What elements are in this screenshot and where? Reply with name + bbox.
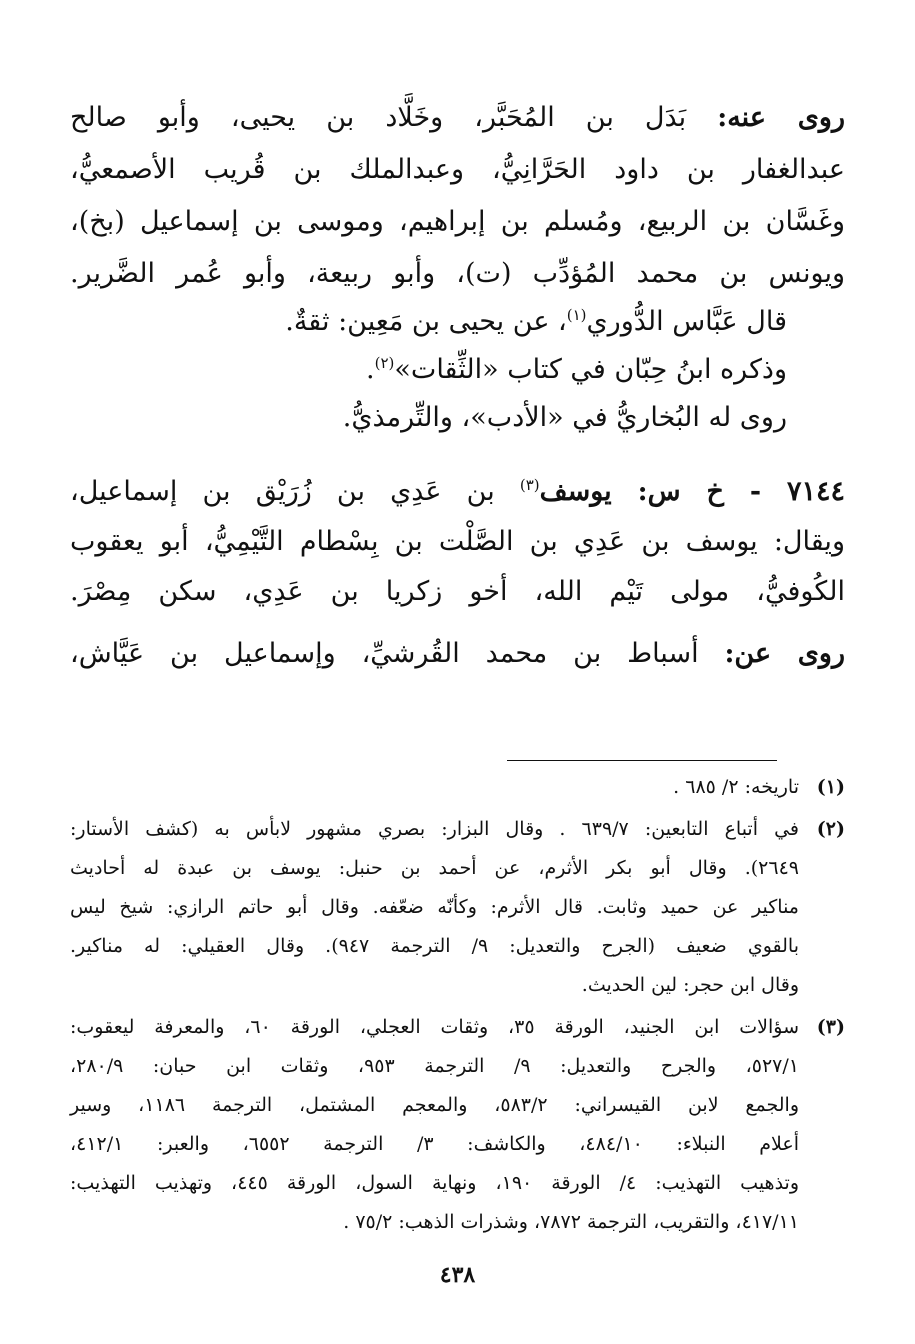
main-line: روى له البُخاريُّ في «الأدب»، والتِّرمذيُّ. bbox=[342, 402, 787, 433]
footnote-line: مناكير عن حميد وثابت. قال الأثرم: وكأنّه ضعّفه. وقال أبو حاتم الرازي: شيخ ليس bbox=[70, 896, 799, 918]
footnote-ref: (٣) bbox=[519, 476, 540, 494]
entry-lead: روى عنه: bbox=[717, 102, 845, 133]
main-line: روى عن: أسباط بن محمد القُرشيِّ، وإسماعيل بن عَيَّاش، bbox=[70, 638, 845, 669]
main-line: ويونس بن محمد المُؤدِّب (ت)، وأبو ربيعة، وأبو عُمر الضَّرير. bbox=[70, 258, 845, 289]
footnote-mark: (١) bbox=[816, 776, 845, 798]
footnote-ref: (١) bbox=[566, 306, 587, 324]
footnote-line: (٢)في أتباع التابعين: ٦٣٩/٧ . وقال البزار: بصري مشهور لابأس به (كشف الأستار: bbox=[70, 814, 845, 844]
page-number: ٤٣٨ bbox=[439, 1262, 476, 1288]
footnote-line: (٣)سؤالات ابن الجنيد، الورقة ٣٥، وثقات العجلي، الورقة ٦٠، والمعرفة ليعقوب: bbox=[70, 1012, 845, 1042]
entry-lead: روى عن: bbox=[724, 638, 845, 669]
footnote-line: وتذهيب التهذيب: ٤/ الورقة ١٩٠، ونهاية السول، الورقة ٤٤٥، وتهذيب التهذيب: bbox=[70, 1172, 800, 1194]
footnote-mark: (٣) bbox=[816, 1016, 845, 1038]
footnote-divider bbox=[507, 760, 777, 761]
footnote-line: ٥٢٧/١، والجرح والتعديل: ٩/ الترجمة ٩٥٣، وثقات ابن حبان: ٢٨٠/٩، bbox=[70, 1055, 799, 1077]
footnote-ref: (٢) bbox=[374, 354, 395, 372]
footnote-line: ٤١٧/١١، والتقريب، الترجمة ٧٨٧٢، وشذرات الذهب: ٧٥/٢ . bbox=[343, 1211, 799, 1233]
main-line: وذكره ابنُ حِبّان في كتاب «الثِّقات»$^{(٢)}$. bbox=[366, 354, 787, 385]
entry-number: ٧١٤٤ - خ س: يوسف bbox=[539, 476, 845, 507]
footnote-line: بالقوي ضعيف (الجرح والتعديل: ٩/ الترجمة ٩٤٧). وقال العقيلي: له مناكير. bbox=[70, 935, 800, 957]
main-line: ٧١٤٤ - خ س: يوسف$^{(٣)}$ بن عَدِي بن زُرَيْق بن إسماعيل، bbox=[70, 476, 845, 507]
footnote-line: ٢٦٤٩). وقال أبو بكر الأثرم، عن أحمد بن حنبل: يوسف بن عبدة له أحاديث bbox=[70, 857, 799, 879]
main-line: الكُوفيُّ، مولى تَيْم الله، أخو زكريا بن عَدِي، سكن مِصْرَ. bbox=[70, 576, 845, 607]
footnote-line: والجمع لابن القيسراني: ٥٨٣/٢، والمعجم المشتمل، الترجمة ١١٨٦، وسير bbox=[70, 1094, 799, 1116]
main-line: عبدالغفار بن داود الحَرَّانِيُّ، وعبدالملك بن قُريب الأصمعيُّ، bbox=[70, 154, 845, 185]
main-line: وغَسَّان بن الربيع، ومُسلم بن إبراهيم، وموسى بن إسماعيل (بخ)، bbox=[70, 206, 845, 237]
footnote-line: (١)تاريخه: ٢/ ٦٨٥ . bbox=[70, 772, 845, 802]
footnote-mark: (٢) bbox=[816, 818, 845, 840]
main-line: ويقال: يوسف بن عَدِي بن الصَّلْت بن بِسْطام التَّيْمِيُّ، أبو يعقوب bbox=[70, 526, 845, 557]
main-line: روى عنه: بَدَل بن المُحَبَّر، وخَلَّاد بن يحيى، وأبو صالح bbox=[70, 102, 845, 133]
footnote-line: أعلام النبلاء: ٤٨٤/١٠، والكاشف: ٣/ الترجمة ٦٥٥٢، والعبر: ٤١٢/١، bbox=[70, 1133, 799, 1155]
footnote-line: وقال ابن حجر: لين الحديث. bbox=[581, 974, 799, 996]
main-line: قال عَبَّاس الدُّوري$^{(١)}$، عن يحيى بن مَعِين: ثقةٌ. bbox=[285, 306, 787, 337]
